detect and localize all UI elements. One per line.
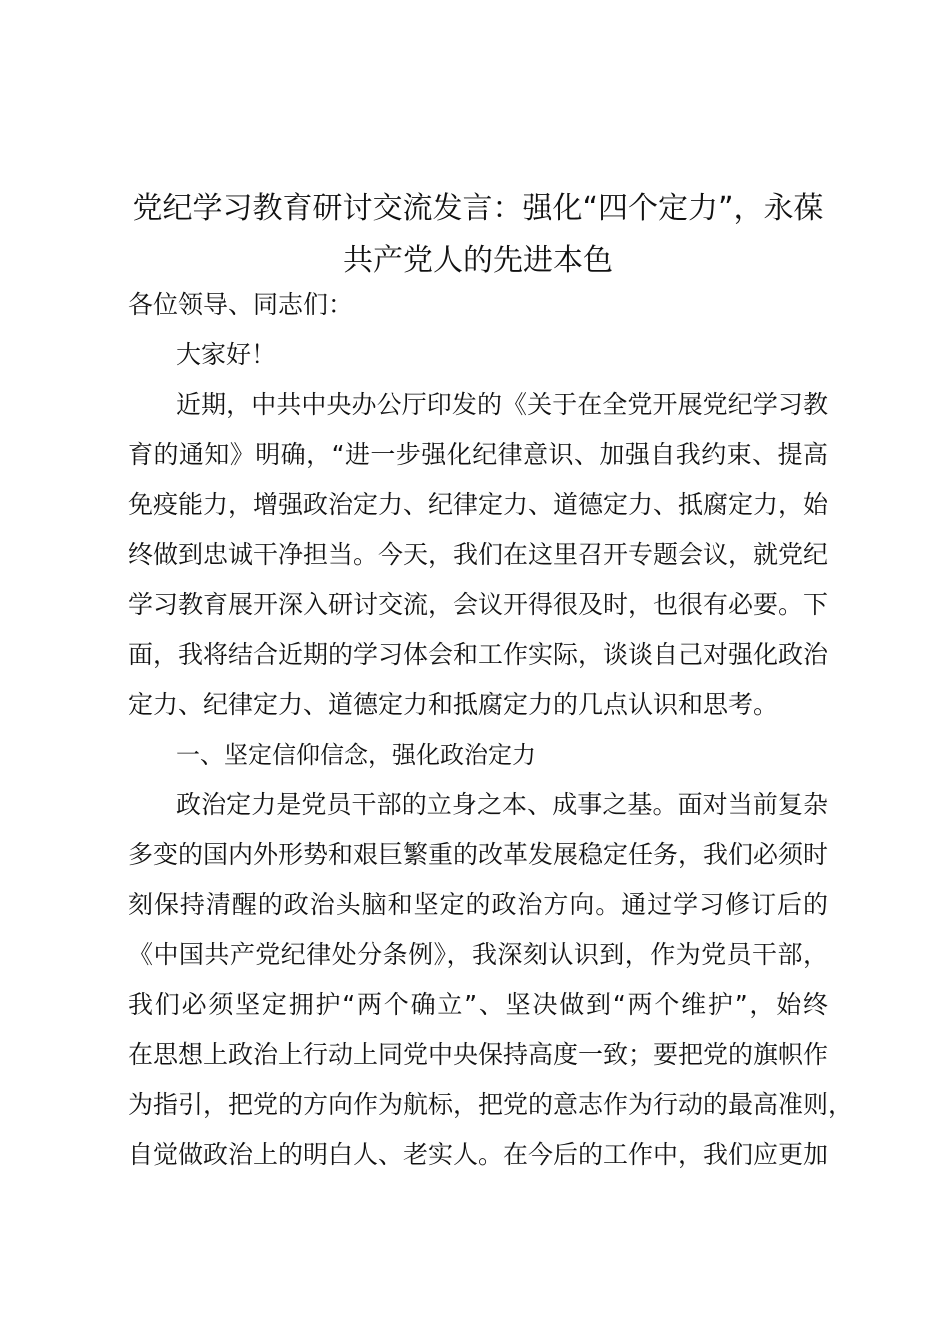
section-1-line-3: 刻保持清醒的政治头脑和坚定的政治方向。通过学习修订后的 bbox=[128, 890, 828, 919]
intro-line-5: 学习教育展开深入研讨交流，会议开得很及时，也很有必要。下 bbox=[128, 590, 829, 619]
intro-line-2: 育的通知》明确，“进一步强化纪律意识、加强自我约束、提高 bbox=[128, 440, 828, 469]
intro-line-6: 面，我将结合近期的学习体会和工作实际，谈谈自己对强化政治 bbox=[128, 640, 829, 669]
section-1-line-1: 政治定力是党员干部的立身之本、成事之基。面对当前复杂 bbox=[176, 790, 828, 819]
section-1-line-5: 我们必须坚定拥护“两个确立”、坚决做到“两个维护”，始终 bbox=[128, 990, 828, 1019]
document-title bbox=[128, 183, 828, 287]
title-line-1: 党纪学习教育研讨交流发言：强化“四个定力”，永葆 bbox=[132, 191, 824, 226]
section-1-line-7: 为指引，把党的方向作为航标，把党的意志作为行动的最高准则， bbox=[128, 1090, 854, 1119]
intro-line-4: 终做到忠诚干净担当。今天，我们在这里召开专题会议，就党纪 bbox=[128, 540, 829, 569]
salutation: 各位领导、同志们： bbox=[128, 290, 354, 319]
greeting: 大家好！ bbox=[176, 340, 277, 369]
title-line-2: 共产党人的先进本色 bbox=[343, 243, 613, 278]
section-1-line-4: 《中国共产党纪律处分条例》，我深刻认识到，作为党员干部， bbox=[128, 940, 828, 969]
section-1-line-8: 自觉做政治上的明白人、老实人。在今后的工作中，我们应更加 bbox=[128, 1140, 829, 1169]
intro-line-7: 定力、纪律定力、道德定力和抵腐定力的几点认识和思考。 bbox=[128, 690, 779, 719]
section-1-line-6: 在思想上政治上行动上同党中央保持高度一致；要把党的旗帜作 bbox=[128, 1040, 829, 1069]
section-1-line-2: 多变的国内外形势和艰巨繁重的改革发展稳定任务，我们必须时 bbox=[128, 840, 829, 869]
intro-line-1: 近期，中共中央办公厅印发的《关于在全党开展党纪学习教 bbox=[176, 390, 828, 419]
intro-line-3: 免疫能力，增强政治定力、纪律定力、道德定力、抵腐定力，始 bbox=[128, 490, 829, 519]
section-1-heading: 一、坚定信仰信念，强化政治定力 bbox=[176, 741, 536, 769]
